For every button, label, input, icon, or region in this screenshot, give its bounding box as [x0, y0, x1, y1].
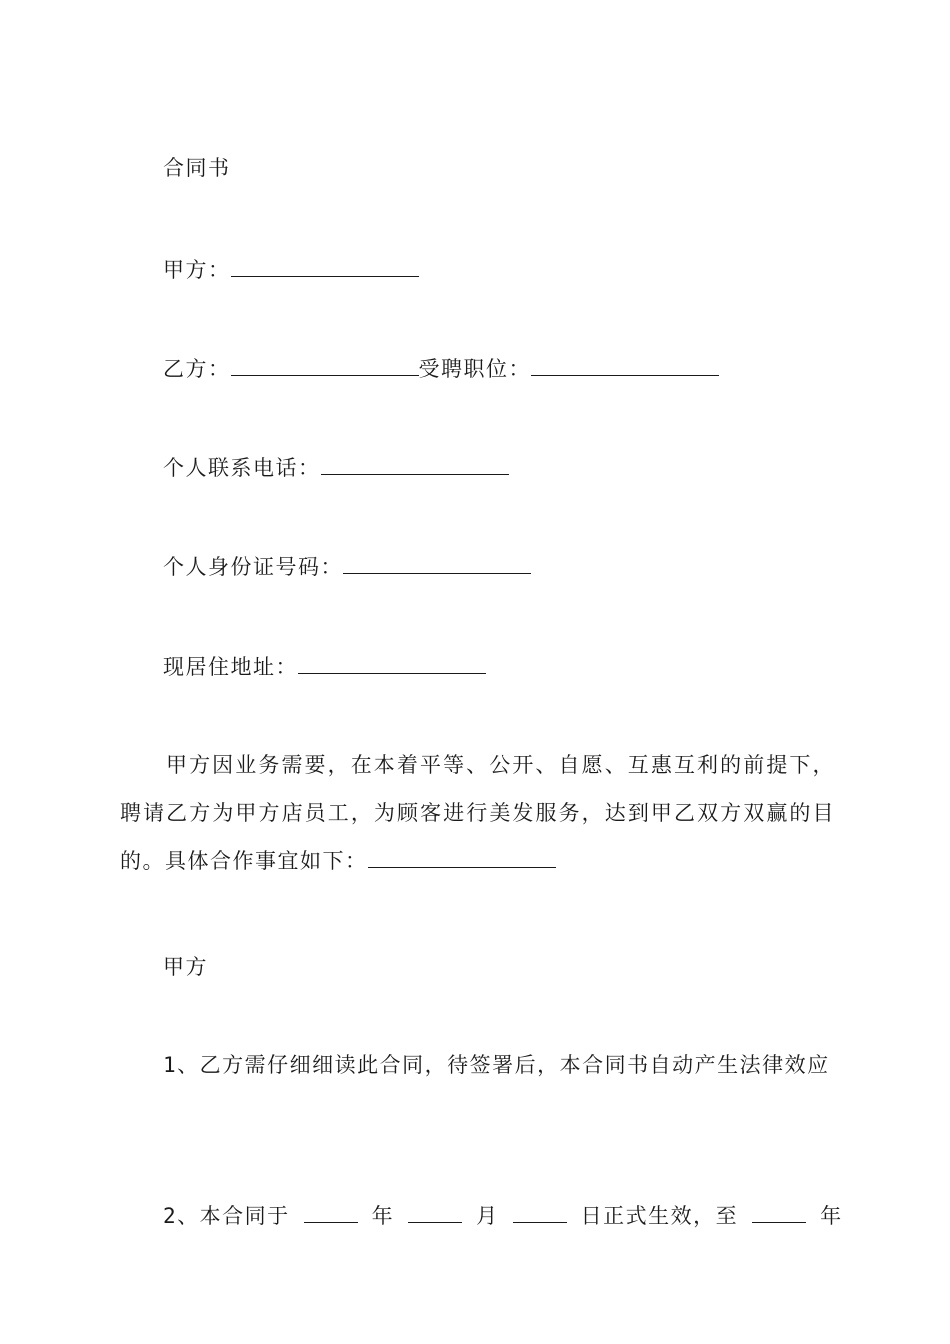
start-day-blank[interactable] — [513, 1204, 567, 1223]
intro-paragraph — [120, 741, 835, 885]
id-line — [163, 555, 531, 579]
party-b-blank[interactable] — [231, 357, 419, 376]
end-year-blank[interactable] — [752, 1204, 806, 1223]
section-heading-party-a: 甲方 — [163, 955, 208, 979]
party-a-blank[interactable] — [231, 258, 419, 277]
phone-blank[interactable] — [321, 456, 509, 475]
phone-line — [163, 456, 509, 480]
party-a-label: 甲方： — [163, 258, 231, 282]
phone-label: 个人联系电话： — [163, 456, 321, 480]
clause-2-month-label: 月 — [476, 1204, 499, 1228]
party-a-line — [163, 258, 419, 282]
address-blank[interactable] — [298, 655, 486, 674]
clause-2-year-label: 年 — [371, 1204, 395, 1228]
clause-2-line — [163, 1204, 843, 1228]
intro-paragraph-text: 甲方因业务需要，在本着平等、公开、自愿、互惠互利的前提下，聘请乙方为甲方店员工，为顾客进行美发服务，达到甲乙双方双赢的目的。具体合作事宜如下： — [120, 753, 835, 873]
contract-title: 合同书 — [163, 156, 231, 180]
start-year-blank[interactable] — [304, 1204, 358, 1223]
clause-2-end-year-label: 年 — [820, 1204, 843, 1228]
start-month-blank[interactable] — [408, 1204, 462, 1223]
address-label: 现居住地址： — [163, 655, 298, 679]
party-b-label: 乙方： — [163, 357, 231, 381]
id-label: 个人身份证号码： — [163, 555, 343, 579]
id-blank[interactable] — [343, 555, 531, 574]
clause-2-prefix: 2、本合同于 — [163, 1204, 290, 1228]
position-blank[interactable] — [531, 357, 719, 376]
position-label: 受聘职位： — [418, 357, 531, 381]
intro-blank[interactable] — [368, 849, 556, 868]
clause-1: 1、乙方需仔细细读此合同，待签署后，本合同书自动产生法律效应 — [163, 1053, 830, 1077]
address-line — [163, 655, 486, 679]
party-b-line — [163, 357, 719, 381]
clause-2-effective-text: 日正式生效，至 — [580, 1204, 739, 1228]
